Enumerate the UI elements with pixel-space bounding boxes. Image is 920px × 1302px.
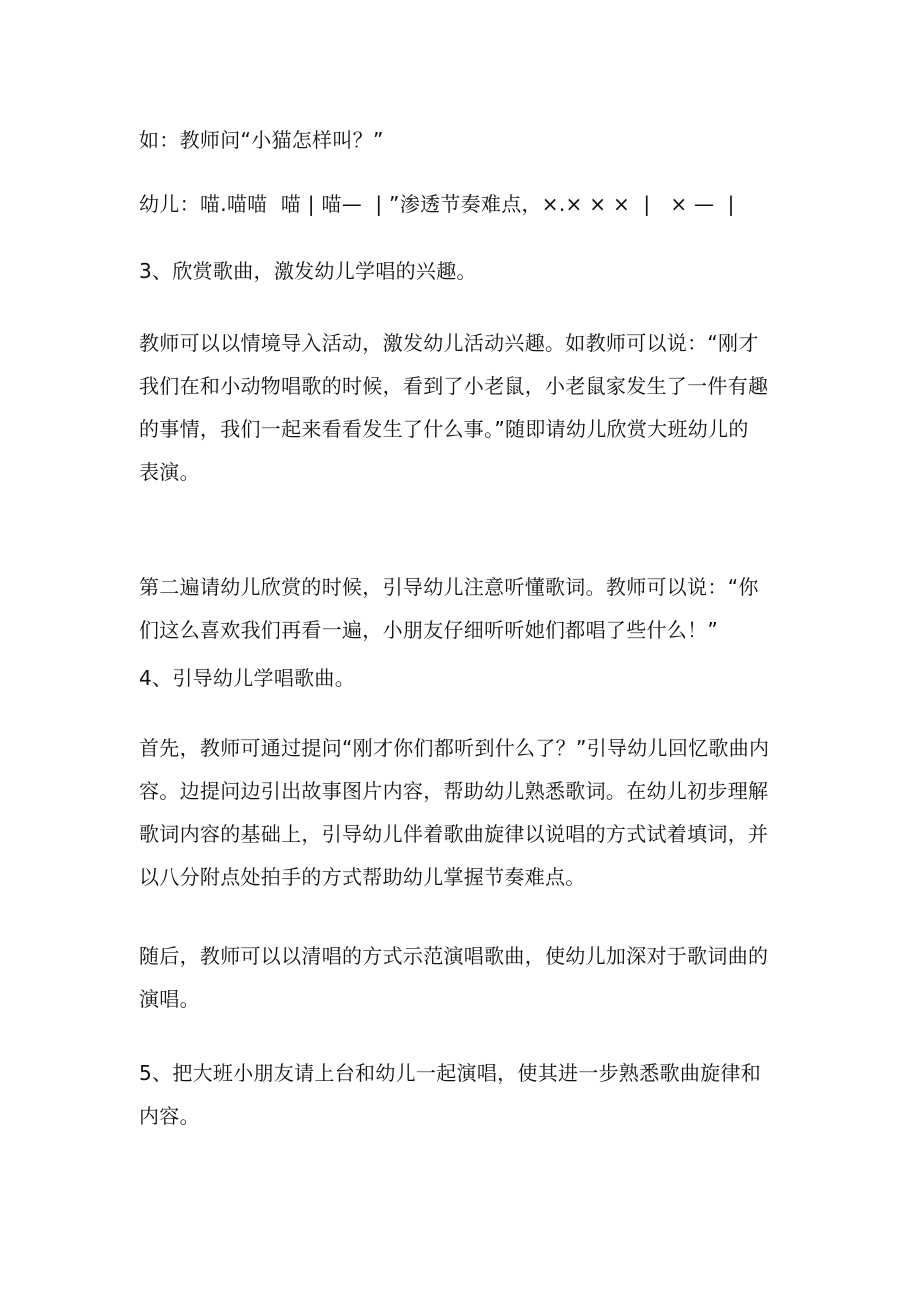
paragraph-teacher-question (139, 119, 789, 162)
text-line: 第二遍请幼儿欣赏的时候，引导幼儿注意听懂歌词。教师可以说：“你 (139, 575, 759, 599)
text-line: 容。边提问边引出故事图片内容，帮助幼儿熟悉歌词。在幼儿初步理解 (139, 779, 769, 803)
paragraph-second-listen (139, 566, 789, 652)
paragraph-learn-singing (139, 727, 789, 899)
text-line: 内容。 (139, 1104, 200, 1128)
heading-step-3 (139, 250, 789, 293)
text-line: 表演。 (139, 460, 200, 484)
text-line: 教师可以以情境导入活动，激发幼儿活动兴趣。如教师可以说：“刚才 (139, 331, 759, 355)
paragraph-situation-intro (139, 322, 789, 494)
text-line: 幼儿：喵.喵喵 喵 | 喵— | ”渗透节奏难点，×.× × × | × — | (139, 192, 735, 216)
text-line: 的事情，我们一起来看看发生了什么事。”随即请幼儿欣赏大班幼儿的 (139, 417, 749, 441)
text-line: 歌词内容的基础上，引导幼儿伴着歌曲旋律以说唱的方式试着填词，并 (139, 822, 769, 846)
heading-step-5 (139, 1052, 789, 1138)
text-line: 如：教师问“小猫怎样叫？” (139, 128, 384, 152)
text-line: 们这么喜欢我们再看一遍，小朋友仔细听听她们都唱了些什么！” (139, 618, 719, 642)
text-line: 演唱。 (139, 987, 200, 1011)
text-line: 5、把大班小朋友请上台和幼儿一起演唱，使其进一步熟悉歌曲旋律和 (139, 1061, 762, 1085)
heading-step-4 (139, 657, 789, 700)
text-line: 随后，教师可以以清唱的方式示范演唱歌曲，使幼儿加深对于歌词曲的 (139, 944, 769, 968)
paragraph-child-answer-rhythm (139, 183, 789, 226)
text-line: 我们在和小动物唱歌的时候，看到了小老鼠，小老鼠家发生了一件有趣 (139, 374, 769, 398)
text-line: 以八分附点处拍手的方式帮助幼儿掌握节奏难点。 (139, 865, 586, 889)
text-line: 3、欣赏歌曲，激发幼儿学唱的兴趣。 (139, 259, 477, 283)
text-line: 4、引导幼儿学唱歌曲。 (139, 666, 356, 690)
text-line: 首先，教师可通过提问“刚才你们都听到什么了？”引导幼儿回忆歌曲内 (139, 736, 770, 760)
paragraph-demo-singing (139, 935, 789, 1021)
